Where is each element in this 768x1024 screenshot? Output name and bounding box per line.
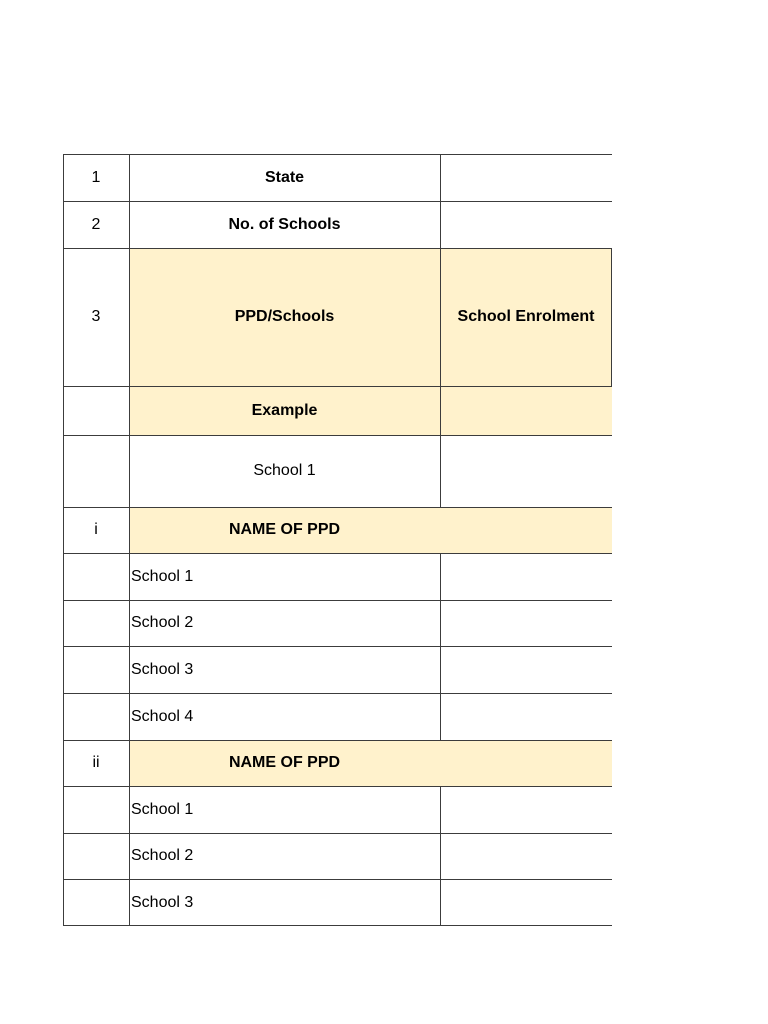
example-school-enrolment-cell[interactable]	[440, 435, 612, 507]
grid-line	[440, 786, 441, 926]
row-number: 3	[91, 308, 101, 325]
grid-line	[63, 553, 612, 554]
row-number	[63, 693, 129, 740]
grid-line	[63, 740, 612, 741]
grid-line	[63, 786, 612, 787]
school-enrolment-cell[interactable]	[440, 600, 612, 646]
grid-line	[63, 693, 612, 694]
school-name-cell[interactable]: School 1	[131, 567, 194, 585]
school-enrolment-cell[interactable]	[440, 786, 612, 833]
grid-line	[63, 386, 612, 387]
no-of-schools-value-cell[interactable]	[440, 201, 612, 248]
ppd-group-number: i	[94, 521, 98, 538]
spreadsheet-table	[63, 154, 612, 926]
grid-line	[611, 248, 612, 386]
grid-line	[440, 154, 441, 507]
school-name-cell[interactable]: School 3	[131, 893, 194, 911]
school-enrolment-cell[interactable]	[440, 693, 612, 740]
school-enrolment-cell[interactable]	[440, 879, 612, 926]
grid-line	[63, 248, 612, 249]
ppd-group-number: ii	[92, 754, 100, 771]
example-value-cell[interactable]	[440, 386, 612, 435]
school-name-cell[interactable]: School 3	[131, 660, 194, 678]
school-enrolment-header: School Enrolment	[457, 308, 595, 325]
grid-line	[63, 646, 612, 647]
school-name-cell[interactable]: School 2	[131, 614, 194, 631]
grid-line	[63, 154, 64, 926]
row-number	[63, 646, 129, 693]
example-school-label: School 1	[253, 462, 316, 479]
grid-line	[63, 879, 612, 880]
grid-line	[440, 553, 441, 740]
ppd-schools-header: PPD/Schools	[234, 308, 335, 325]
grid-line	[63, 201, 612, 202]
grid-line	[63, 833, 612, 834]
school-name-cell[interactable]: School 2	[131, 847, 194, 864]
grid-line	[63, 154, 612, 155]
school-enrolment-cell[interactable]	[440, 833, 612, 879]
ppd-group-name: NAME OF PPD	[228, 754, 341, 771]
school-name-cell[interactable]: School 4	[131, 707, 194, 725]
school-name-cell[interactable]: School 1	[131, 800, 194, 818]
state-value-cell[interactable]	[440, 154, 612, 201]
row-number: 1	[91, 168, 101, 186]
row-number	[63, 879, 129, 926]
row-number	[63, 600, 129, 646]
grid-line	[129, 154, 130, 926]
row-number	[63, 786, 129, 833]
no-of-schools-label: No. of Schools	[228, 215, 341, 233]
row-number: 2	[91, 215, 101, 233]
row-number	[63, 553, 129, 600]
row-number	[63, 833, 129, 879]
state-label: State	[264, 168, 305, 186]
row-number	[63, 386, 129, 435]
grid-line	[63, 435, 612, 436]
school-enrolment-cell[interactable]	[440, 646, 612, 693]
ppd-group-name: NAME OF PPD	[228, 521, 341, 538]
grid-line	[63, 925, 612, 926]
grid-line	[63, 507, 612, 508]
grid-line	[63, 600, 612, 601]
school-enrolment-cell[interactable]	[440, 553, 612, 600]
example-label: Example	[251, 401, 318, 419]
row-number	[63, 435, 129, 507]
